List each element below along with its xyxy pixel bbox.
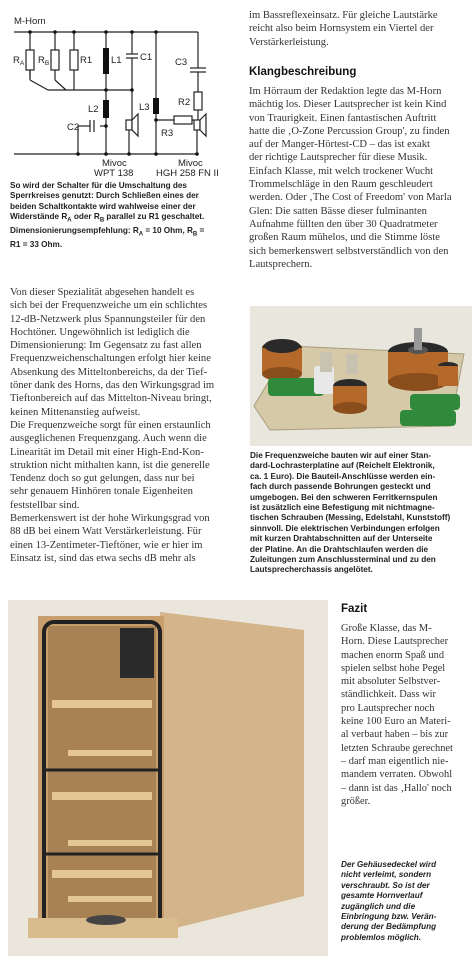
heading-fazit: Fazit bbox=[341, 603, 368, 615]
driver-left-brand: Mivoc bbox=[102, 158, 127, 169]
label-c1: C1 bbox=[140, 52, 153, 63]
heading-klangbeschreibung: Klangbeschreibung bbox=[249, 66, 357, 78]
label-c3: C3 bbox=[175, 57, 188, 68]
cabinet-caption: Der Gehäusedeckel wird nicht verleimt, sondern verschraubt. So ist der gesamte Hornverlauf zugänglich und die Einbringung bzw. Verän- derung der Bedämpfung problemlos möglich. bbox=[341, 860, 437, 942]
crossover-photo bbox=[250, 306, 472, 446]
label-r3: R3 bbox=[161, 128, 174, 139]
schematic-figure bbox=[8, 8, 232, 178]
schematic-caption: So wird der Schalter für die Umschaltung des Sperrkreises genutzt: Durch Schließen eines der beiden Schaltkontakte wird wahlweise einer der Widerstände $R_A$ oder $R_B$ parallel zu R1 geschaltet. Dimensionierungsempfehlung: $R_A = 10$ Ohm, $R_B$ = R1 = 33 Ohm. bbox=[10, 181, 205, 250]
label-ra: $R_A$ bbox=[13, 55, 25, 67]
driver-left-model: WPT 138 bbox=[94, 168, 134, 178]
label-l3: L3 bbox=[139, 102, 150, 113]
crossover-caption: Die Frequenzweiche bauten wir auf einer Stan- dard-Lochrasterplatine auf (Reichelt Elektronik, ca. 1 Euro). Die Bauteil-Anschlüsse werden ein- fach durch passende Bohrungen gesteckt und umgebogen. Bei den schweren Ferritkernspulen ist zusätzlich eine Befestigung mit nichtmagne- tischen Schrauben (Messing, Edelstahl, Kunststoff) sinnvoll. Die elektrischen Verbindungen erfolgen mit kurzen Drahtabschnitten auf der Unterseite der Platine. An die Drahtschlaufen werden die Zuleitungen zum Anschlussterminal und zu den Lautsprecherchassis angelötet. bbox=[250, 451, 451, 575]
label-r1: R1 bbox=[80, 55, 93, 66]
label-l2: L2 bbox=[88, 104, 99, 115]
fazit-paragraph: Große Klasse, das M- Horn. Diese Lautsprecher machen enorm Spaß und spielen selbst hohe Pegel mit absoluter Selbstver- ständlichkeit. Dass wir pro Lautsprecher noch keine 100 Euro an Materi- al verbaut haben – bis zur letzten Schraube gerechnet – darf man eigentlich nie- mandem verraten. Obwohl – dann ist das ‚Hallo' noch größer. bbox=[341, 623, 453, 807]
label-c2: C2 bbox=[67, 122, 80, 133]
right-column-intro: im Bassreflexeinsatz. Für gleiche Lautstärke reicht also beim Hornsystem ein Viertel der Verstärkerleistung. bbox=[249, 10, 438, 48]
schematic-title: M-Horn bbox=[14, 16, 46, 27]
label-r2: R2 bbox=[178, 97, 191, 108]
label-rb: $R_B$ bbox=[38, 55, 50, 67]
driver-right-model: HGH 258 FN II bbox=[156, 168, 219, 178]
klang-paragraph: Im Hörraum der Redaktion legte das M-Horn mächtig los. Dieser Lautsprecher ist kein Kind von Traurigkeit. Einen fantastischen Auftritt hatte die ‚O-Zone Percussion Group', zu finden auf der Manger-Hörtest-CD – das ist exakt der richtige Lautsprecher für diese Musik. Einfach Klasse, mit welch trockener Wucht Trommelschläge in den Raum geschleudert werden. Oder ‚The Cost of Freedom' von Marla Glen: Die satten Bässe dieser fulminanten Aufnahme füllten den über 30 Quadratmeter großen Raum mühelos, und die Stimme löste sich bemerkenswert selbstverständlich von den Lautsprechern. bbox=[249, 86, 452, 270]
label-l1: L1 bbox=[111, 55, 122, 66]
crossover-schematic bbox=[8, 8, 232, 178]
cabinet-photo bbox=[8, 600, 328, 956]
driver-right-brand: Mivoc bbox=[178, 158, 203, 169]
left-column-body: Von dieser Spezialität abgesehen handelt es sich bei der Frequenzweiche um ein schlichtes 12-dB-Netzwerk plus Spannungsteiler für den Hochtöner. Ungewöhnlich ist lediglich die Dimensionierung: Im Gegensatz zu fast allen Frequenzweichenschaltungen erfolgt hier keine Absenkung des Mitteltonbereichs, da der Tief- töner dank des Horns, das den Wirkungsgrad im Tieftonbereich auf das Mittelton-Niveau bringt, keinen Mittenanstieg aufweist. Die Frequenzweiche sorgt für einen erstaunlich ausgeglichenen Frequenzgang. Auch wenn die Linearität im Detail mit einer High-End-Kon- struktion nicht mithalten kann, ist die generelle Tendenz doch so gut gelungen, dass nur bei sehr genauem Hinhören tonale Eigenheiten feststellbar sind. Bemerkenswert ist der hohe Wirkungsgrad von 88 dB bei einem Watt Verstärkerleistung. Für einen 13-Zentimeter-Tieftöner, wie er hier im Einsatz ist, sind das etwa sechs dB mehr als bbox=[10, 287, 215, 564]
